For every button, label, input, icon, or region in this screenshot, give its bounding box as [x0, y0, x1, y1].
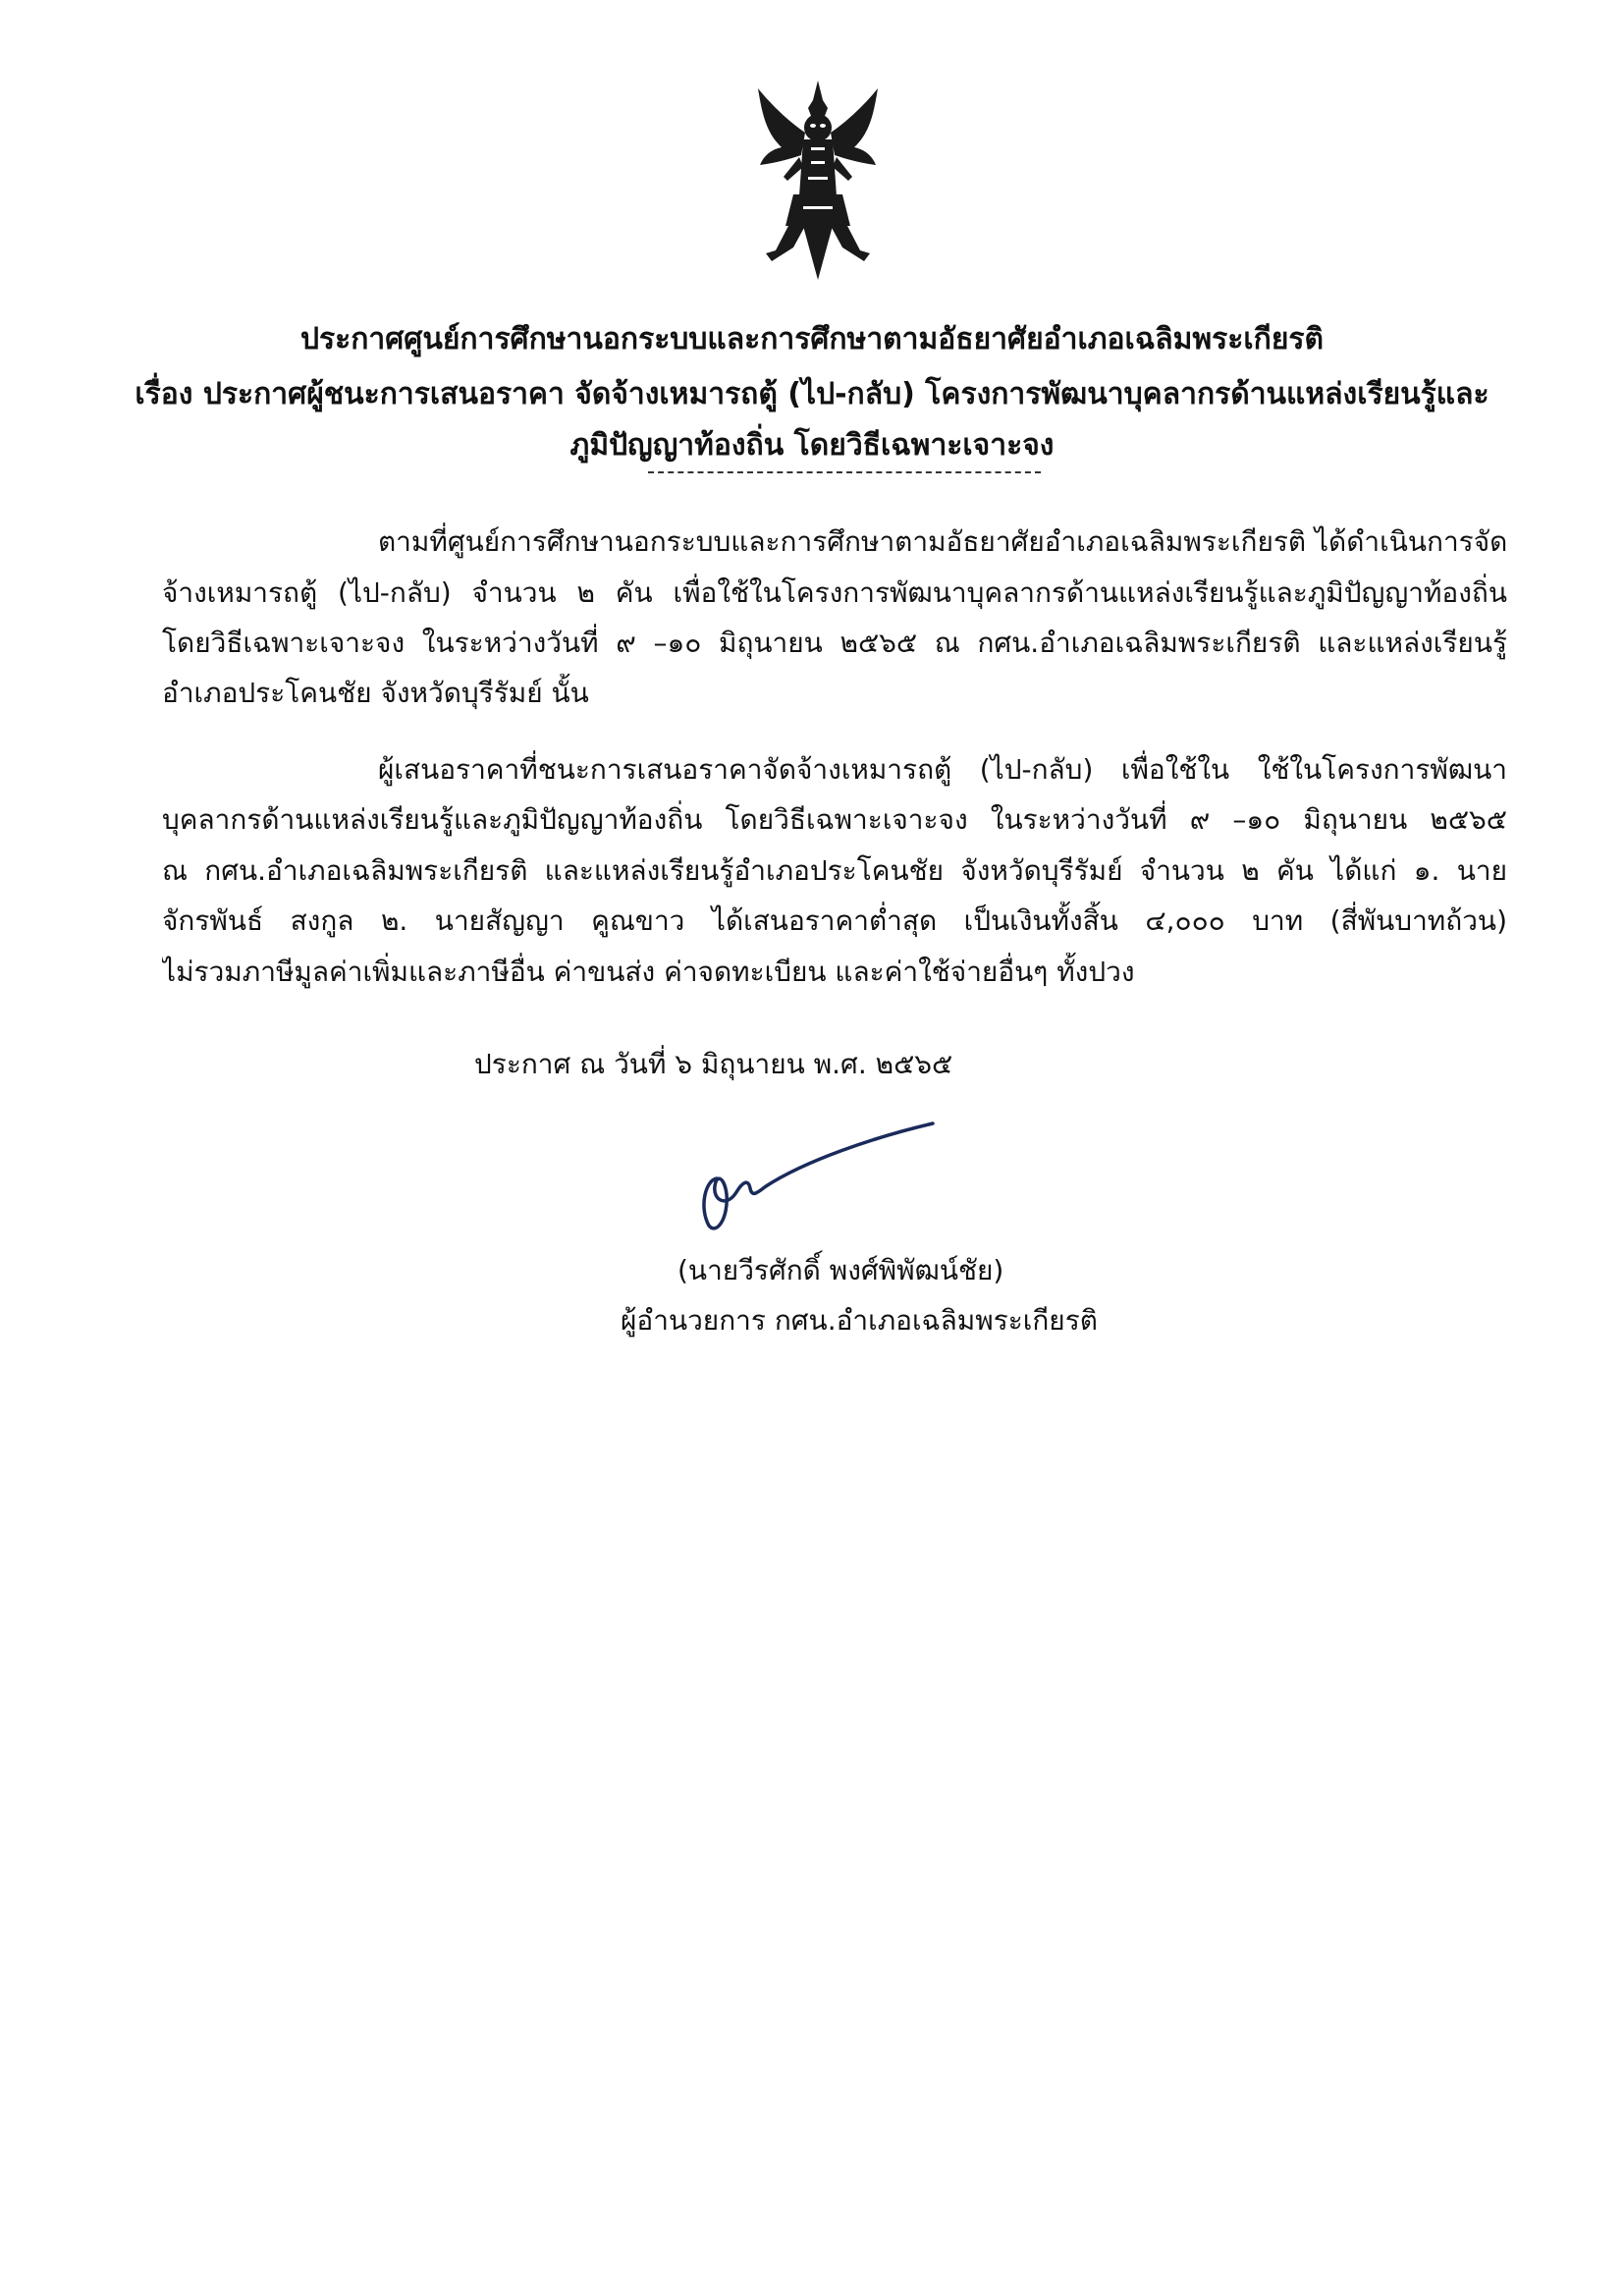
garuda-emblem-icon	[754, 79, 882, 285]
paragraph-line: ไม่รวมภาษีมูลค่าเพิ่มและภาษีอื่น ค่าขนส่ง ค่าจดทะเบียน และค่าใช้จ่ายอื่นๆ ทั้งปวง	[162, 956, 1135, 988]
paragraph-line: จ้างเหมารถตู้ (ไป-กลับ) จำนวน ๒ คัน เพื่อใช้ในโครงการพัฒนาบุคลากรด้านแหล่งเรียนรู้และภูมิปัญญาท้องถิ่น	[162, 576, 1507, 609]
announcement-subject-continued: ภูมิปัญญาท้องถิ่น โดยวิธีเฉพาะเจาะจง	[569, 428, 1055, 463]
announcement-subject: เรื่อง ประกาศผู้ชนะการเสนอราคา จัดจ้างเหมารถตู้ (ไป-กลับ) โครงการพัฒนาบุคลากรด้านแหล่งเรียนรู้และ	[135, 377, 1489, 411]
paragraph-line: จักรพันธ์ สงกูล ๒. นายสัญญา คูณขาว ได้เสนอราคาต่ำสุด เป็นเงินทั้งสิ้น ๔,๐๐๐ บาท (สี่พันบาทถ้วน)	[162, 904, 1507, 937]
handwritten-signature	[687, 1110, 943, 1237]
paragraph-line: ผู้เสนอราคาที่ชนะการเสนอราคาจัดจ้างเหมารถตู้ (ไป-กลับ) เพื่อใช้ใน ใช้ในโครงการพัฒนา	[378, 753, 1507, 786]
paragraph-line: บุคลากรด้านแหล่งเรียนรู้และภูมิปัญญาท้องถิ่น โดยวิธีเฉพาะเจาะจง ในระหว่างวันที่ ๙ –๑๐ มิถุนายน ๒๕๖๕	[162, 803, 1507, 836]
paragraph-line: อำเภอประโคนชัย จังหวัดบุรีรัมย์ นั้น	[162, 677, 589, 709]
announcement-title: ประกาศศูนย์การศึกษานอกระบบและการศึกษาตามอัธยาศัยอำเภอเฉลิมพระเกียรติ	[299, 322, 1325, 356]
paragraph-line: ณ กศน.อำเภอเฉลิมพระเกียรติ และแหล่งเรียนรู้อำเภอประโคนชัย จังหวัดบุรีรัมย์ จำนวน ๒ คัน ได้แก่ ๑. นาย	[162, 854, 1507, 887]
paragraph-line: โดยวิธีเฉพาะเจาะจง ในระหว่างวันที่ ๙ –๑๐ มิถุนายน ๒๕๖๕ ณ กศน.อำเภอเฉลิมพระเกียรติ และแหล่งเรียนรู้	[162, 627, 1507, 659]
signer-position: ผู้อำนวยการ กศน.อำเภอเฉลิมพระเกียรติ	[621, 1304, 1098, 1337]
signer-name: (นายวีรศักดิ์ พงศ์พิพัฒน์ชัย)	[677, 1254, 1004, 1286]
paragraph-line: ตามที่ศูนย์การศึกษานอกระบบและการศึกษาตามอัธยาศัยอำเภอเฉลิมพระเกียรติ ได้ดำเนินการจัด	[378, 525, 1507, 558]
announcement-date: ประกาศ ณ วันที่ ๖ มิถุนายน พ.ศ. ๒๕๖๕	[474, 1048, 953, 1080]
title-divider	[648, 471, 1041, 473]
